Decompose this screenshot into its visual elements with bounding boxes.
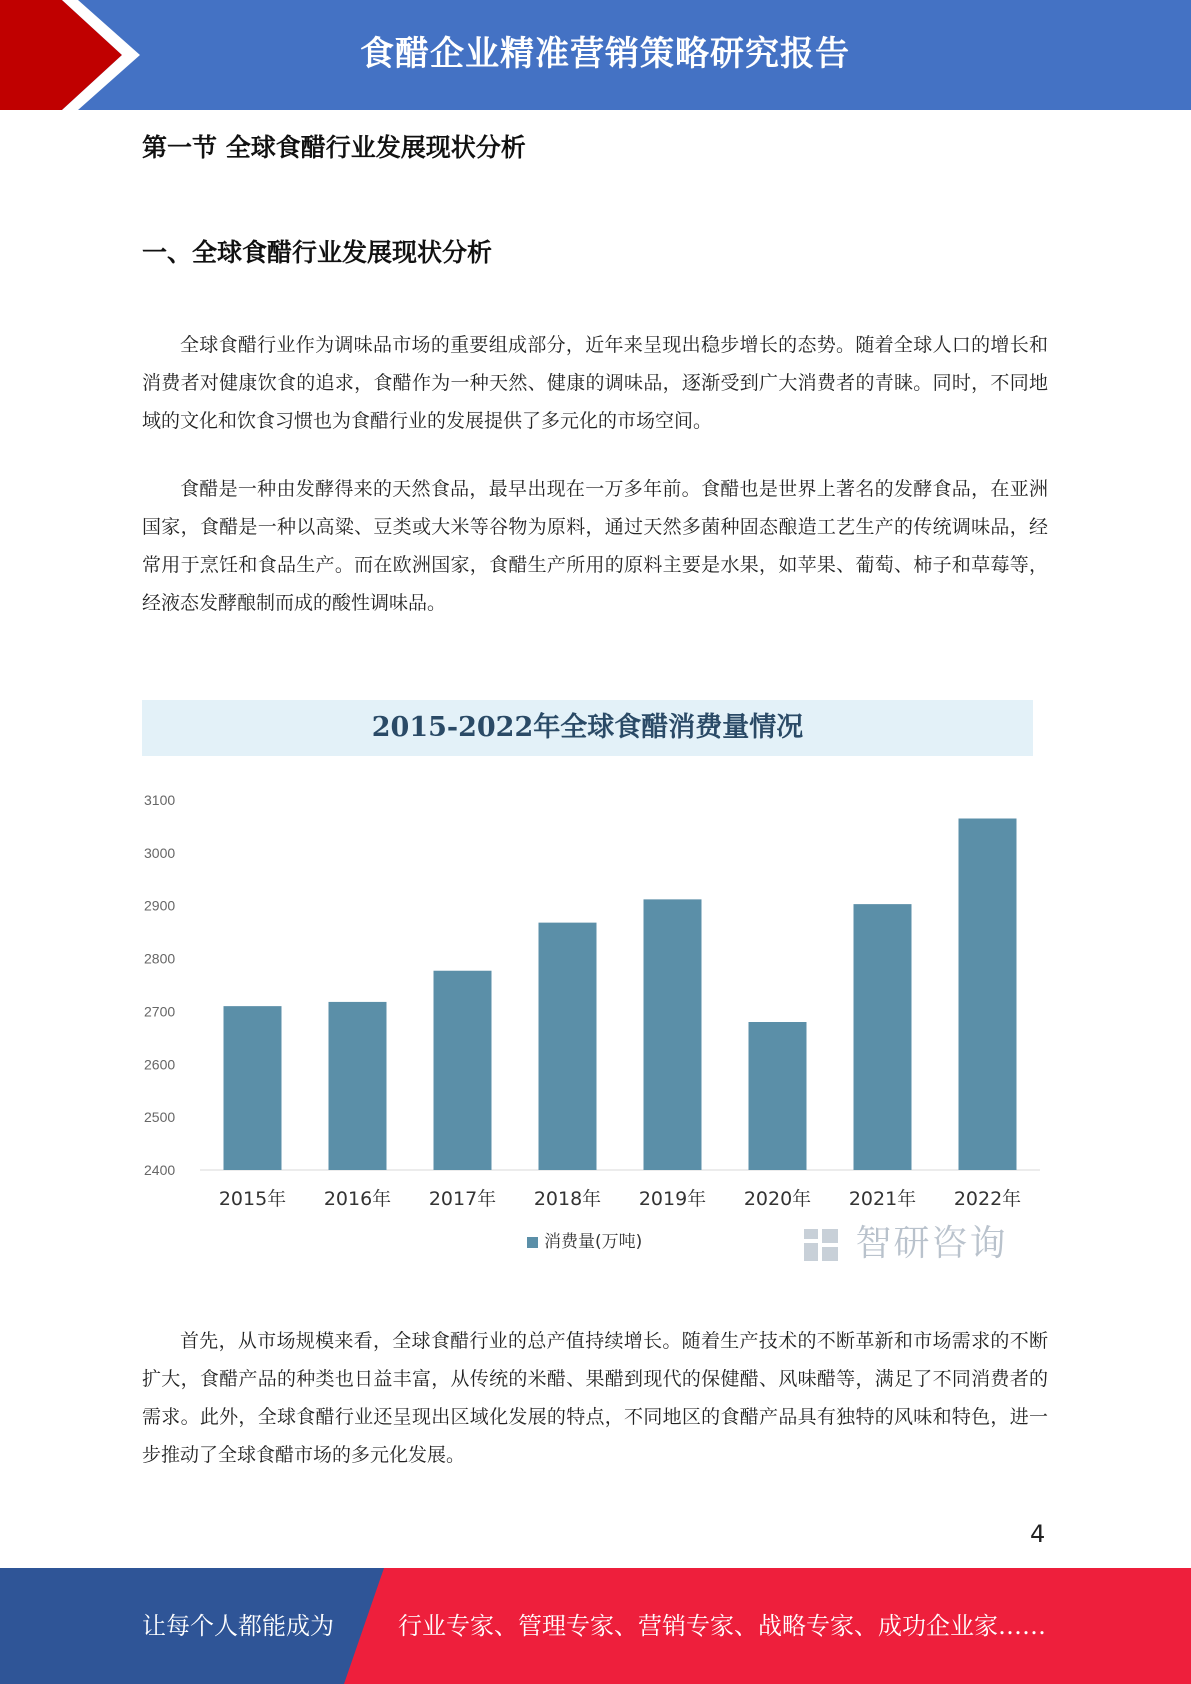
y-tick-label: 2900 xyxy=(144,897,176,914)
y-tick-label: 3000 xyxy=(144,844,176,861)
bar-2022年 xyxy=(959,819,1017,1171)
consumption-chart xyxy=(142,700,1049,1265)
paragraph-definition: 食醋是一种由发酵得来的天然食品，最早出现在一万多年前。食醋也是世界上著名的发酵食品，在亚洲国家，食醋是一种以高粱、豆类或大米等谷物为原料，通过天然多菌种固态酿造工艺生产的传统调味品，经常用于烹饪和食品生产。而在欧洲国家，食醋生产所用的原料主要是水果，如苹果、葡萄、柿子和草莓等，经液态发酵酿制而成的酸性调味品。 xyxy=(142,478,1048,614)
x-tick-label: 2019年 xyxy=(638,1188,707,1210)
legend-label: 消费量(万吨) xyxy=(544,1232,643,1252)
y-tick-label: 3100 xyxy=(144,792,176,808)
x-tick-label: 2017年 xyxy=(428,1188,497,1210)
y-tick-label: 2500 xyxy=(144,1109,176,1126)
x-tick-label: 2020年 xyxy=(743,1188,812,1210)
page-number: 4 xyxy=(1030,1520,1046,1548)
y-tick-label: 2400 xyxy=(144,1162,176,1178)
header-arrow-icon xyxy=(0,0,160,110)
bar-2018年 xyxy=(539,923,597,1170)
bar-2020年 xyxy=(749,1022,807,1170)
paragraph-intro: 全球食醋行业作为调味品市场的重要组成部分，近年来呈现出稳步增长的态势。随着全球人口的增长和消费者对健康饮食的追求，食醋作为一种天然、健康的调味品，逐渐受到广大消费者的青睐。同时，不同地域的文化和饮食习惯也为食醋行业的发展提供了多元化的市场空间。 xyxy=(142,334,1048,432)
bar-2015年 xyxy=(224,1006,282,1170)
bar-2021年 xyxy=(854,904,912,1170)
footer-slogan-left: 让每个人都能成为 xyxy=(142,1612,334,1640)
brand-logo-icon xyxy=(802,1225,842,1265)
x-tick-label: 2018年 xyxy=(533,1188,602,1210)
x-tick-label: 2015年 xyxy=(218,1188,287,1210)
footer-slogan-right: 行业专家、管理专家、营销专家、战略专家、成功企业家…… xyxy=(398,1612,1046,1640)
brand-watermark xyxy=(802,1215,1008,1264)
paragraph-market-scale: 首先，从市场规模来看，全球食醋行业的总产值持续增长。随着生产技术的不断革新和市场需求的不断扩大，食醋产品的种类也日益丰富，从传统的米醋、果醋到现代的保健醋、风味醋等，满足了不同消费者的需求。此外，全球食醋行业还呈现出区域化发展的特点，不同地区的食醋产品具有独特的风味和特色，进一步推动了全球食醋市场的多元化发展。 xyxy=(142,1330,1048,1466)
bar-2019年 xyxy=(644,899,702,1170)
footer-banner xyxy=(0,1568,1191,1684)
bar-2017年 xyxy=(434,971,492,1170)
y-tick-label: 2600 xyxy=(144,1056,176,1073)
legend-swatch xyxy=(527,1237,538,1248)
bar-2016年 xyxy=(329,1002,387,1170)
chart-title: 2015-2022年全球食醋消费量情况 xyxy=(371,712,804,743)
x-tick-label: 2022年 xyxy=(953,1188,1022,1210)
subsection-title: 一、全球食醋行业发展现状分析 xyxy=(142,238,493,267)
chart-plot xyxy=(142,760,1049,1220)
chart-legend xyxy=(527,1227,642,1252)
brand-name: 智研咨询 xyxy=(855,1223,1008,1264)
x-tick-label: 2016年 xyxy=(323,1188,392,1210)
header-banner xyxy=(0,0,1191,110)
y-tick-label: 2700 xyxy=(144,1003,176,1020)
report-title: 食醋企业精准营销策略研究报告 xyxy=(360,34,850,74)
x-tick-label: 2021年 xyxy=(848,1188,917,1210)
y-tick-label: 2800 xyxy=(144,950,176,967)
section-title: 第一节 全球食醋行业发展现状分析 xyxy=(142,133,526,162)
